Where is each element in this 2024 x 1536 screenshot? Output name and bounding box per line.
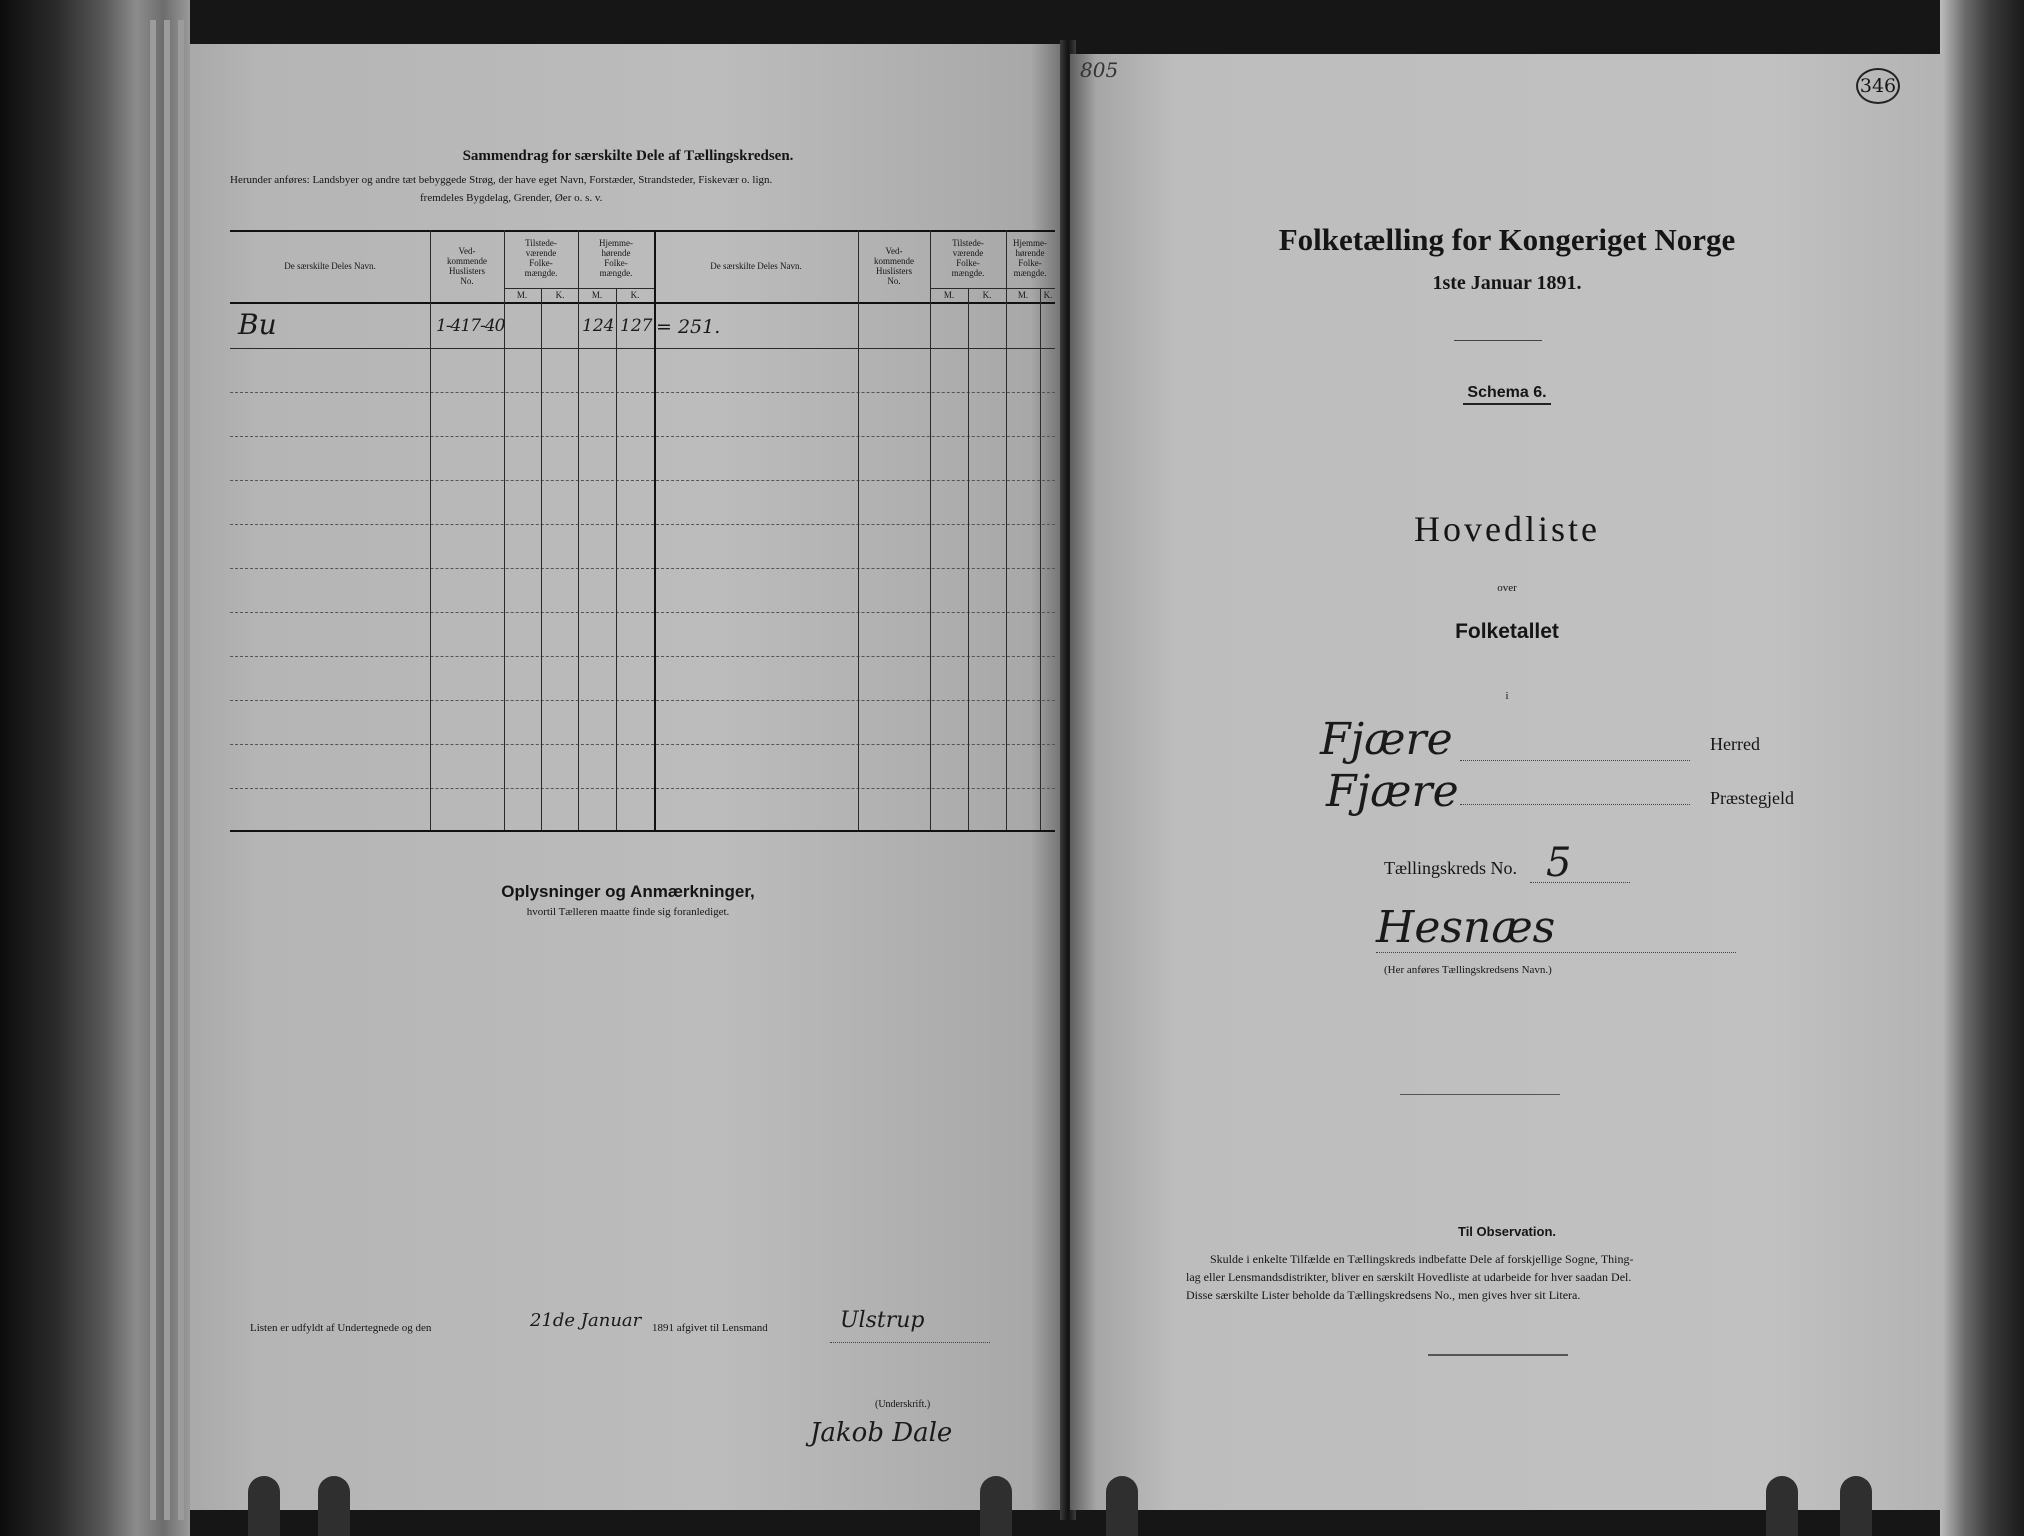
corner-holder [1766,1476,1798,1536]
over-label: over [1497,582,1517,594]
schema-text: Schema 6. [1463,384,1550,405]
notes-subtitle: hvortil Tælleren maatte finde sig foranlediget. [526,906,730,918]
header-k: K. [982,290,992,300]
prestegjeld-label: Præstegjeld [1710,788,1794,808]
header-hjemme-2: Hjemme- hørende Folke- mængde. [1013,238,1047,278]
left-page-title: Sammendrag for særskilte Dele af Tællingskredsen. [462,148,794,164]
i-label: i [1505,690,1509,702]
page-edge [150,20,156,1520]
kreds-name-note: (Her anføres Tællingskredsens Navn.) [1384,964,1552,976]
header-huslister-2: Ved- kommende Huslisters No. [874,246,914,286]
header-m: M. [516,290,528,300]
row1-name: Bu [238,308,277,341]
row1-hjem-m: 124 [582,316,615,336]
right-page [1070,54,1944,1510]
header-k: K. [1043,290,1053,300]
header-m: M. [591,290,603,300]
header-k: K. [555,290,565,300]
page-edge [164,20,170,1520]
kreds-label: Tællingskreds No. [1384,858,1517,878]
page-edge [178,20,184,1520]
folio-pencil: 805 [1080,58,1119,82]
book-spine-left [0,0,190,1536]
footer-date: 21de Januar [530,1310,642,1331]
date-line: 1ste Januar 1891. [1432,272,1582,294]
header-name-2: De særskilte Deles Navn. [710,261,802,271]
header-name: De særskilte Deles Navn. [284,261,376,271]
hovedliste-title: Hovedliste [1414,509,1600,549]
row1-total: = 251. [656,316,721,338]
book-edge-right [1940,0,2024,1536]
folketallet-label: Folketallet [1455,620,1559,643]
header-tilstede-2: Tilstede- værende Folke- mængde. [951,238,985,278]
notes-title: Oplysninger og Anmærkninger, [501,882,755,901]
corner-holder [318,1476,350,1536]
footer-text-b: 1891 afgivet til Lensmand [652,1322,768,1334]
herred-value: Fjære [1320,714,1453,765]
herred-label: Herred [1710,734,1760,754]
corner-holder [980,1476,1012,1536]
corner-holder [1106,1476,1138,1536]
schema-label [1070,384,1944,402]
prestegjeld-value: Fjære [1326,766,1459,817]
folio-stamp: 346 [1856,68,1900,104]
summary-table [230,230,1055,830]
left-page [190,44,1066,1510]
row1-huslister: 1-417-40 [436,316,505,336]
kreds-name: Hesnæs [1376,902,1556,953]
footer-lensmand: Ulstrup [840,1308,925,1333]
obs-line-2: lag eller Lensmandsdistrikter, bliver en særskilt Hovedliste at udarbeide for hver saadan Del. [1186,1270,1632,1284]
footer-text-a: Listen er udfyldt af Undertegnede og den [250,1322,432,1334]
main-title: Folketælling for Kongeriget Norge [1278,222,1736,257]
left-page-subtitle-2: fremdeles Bygdelag, Grender, Øer o. s. v. [420,192,603,204]
header-hjemme: Hjemme- hørende Folke- mængde. [599,238,633,278]
header-m: M. [1017,290,1029,300]
obs-line-1: Skulde i enkelte Tilfælde en Tællingskreds indbefatte Dele af forskjellige Sogne, Thing- [1210,1252,1634,1266]
header-k: K. [630,290,640,300]
header-m: M. [943,290,955,300]
corner-holder [248,1476,280,1536]
kreds-no: 5 [1546,840,1572,886]
corner-holder [1840,1476,1872,1536]
header-huslister: Ved- kommende Huslisters No. [447,246,487,286]
underskrift-label: (Underskrift.) [875,1399,931,1410]
obs-title: Til Observation. [1457,1224,1556,1239]
header-tilstede: Tilstede- værende Folke- mængde. [524,238,558,278]
signature: Jakob Dale [810,1418,953,1448]
obs-line-3: Disse særskilte Lister beholde da Tællingskredsens No., men gives hver sit Litera. [1186,1288,1581,1302]
left-page-subtitle-1: Herunder anføres: Landsbyer og andre tæt bebyggede Strøg, der have eget Navn, Forstæder, Strandsteder, Fiskevær o. lign. [230,174,773,186]
row1-hjem-k: 127 [620,316,653,336]
